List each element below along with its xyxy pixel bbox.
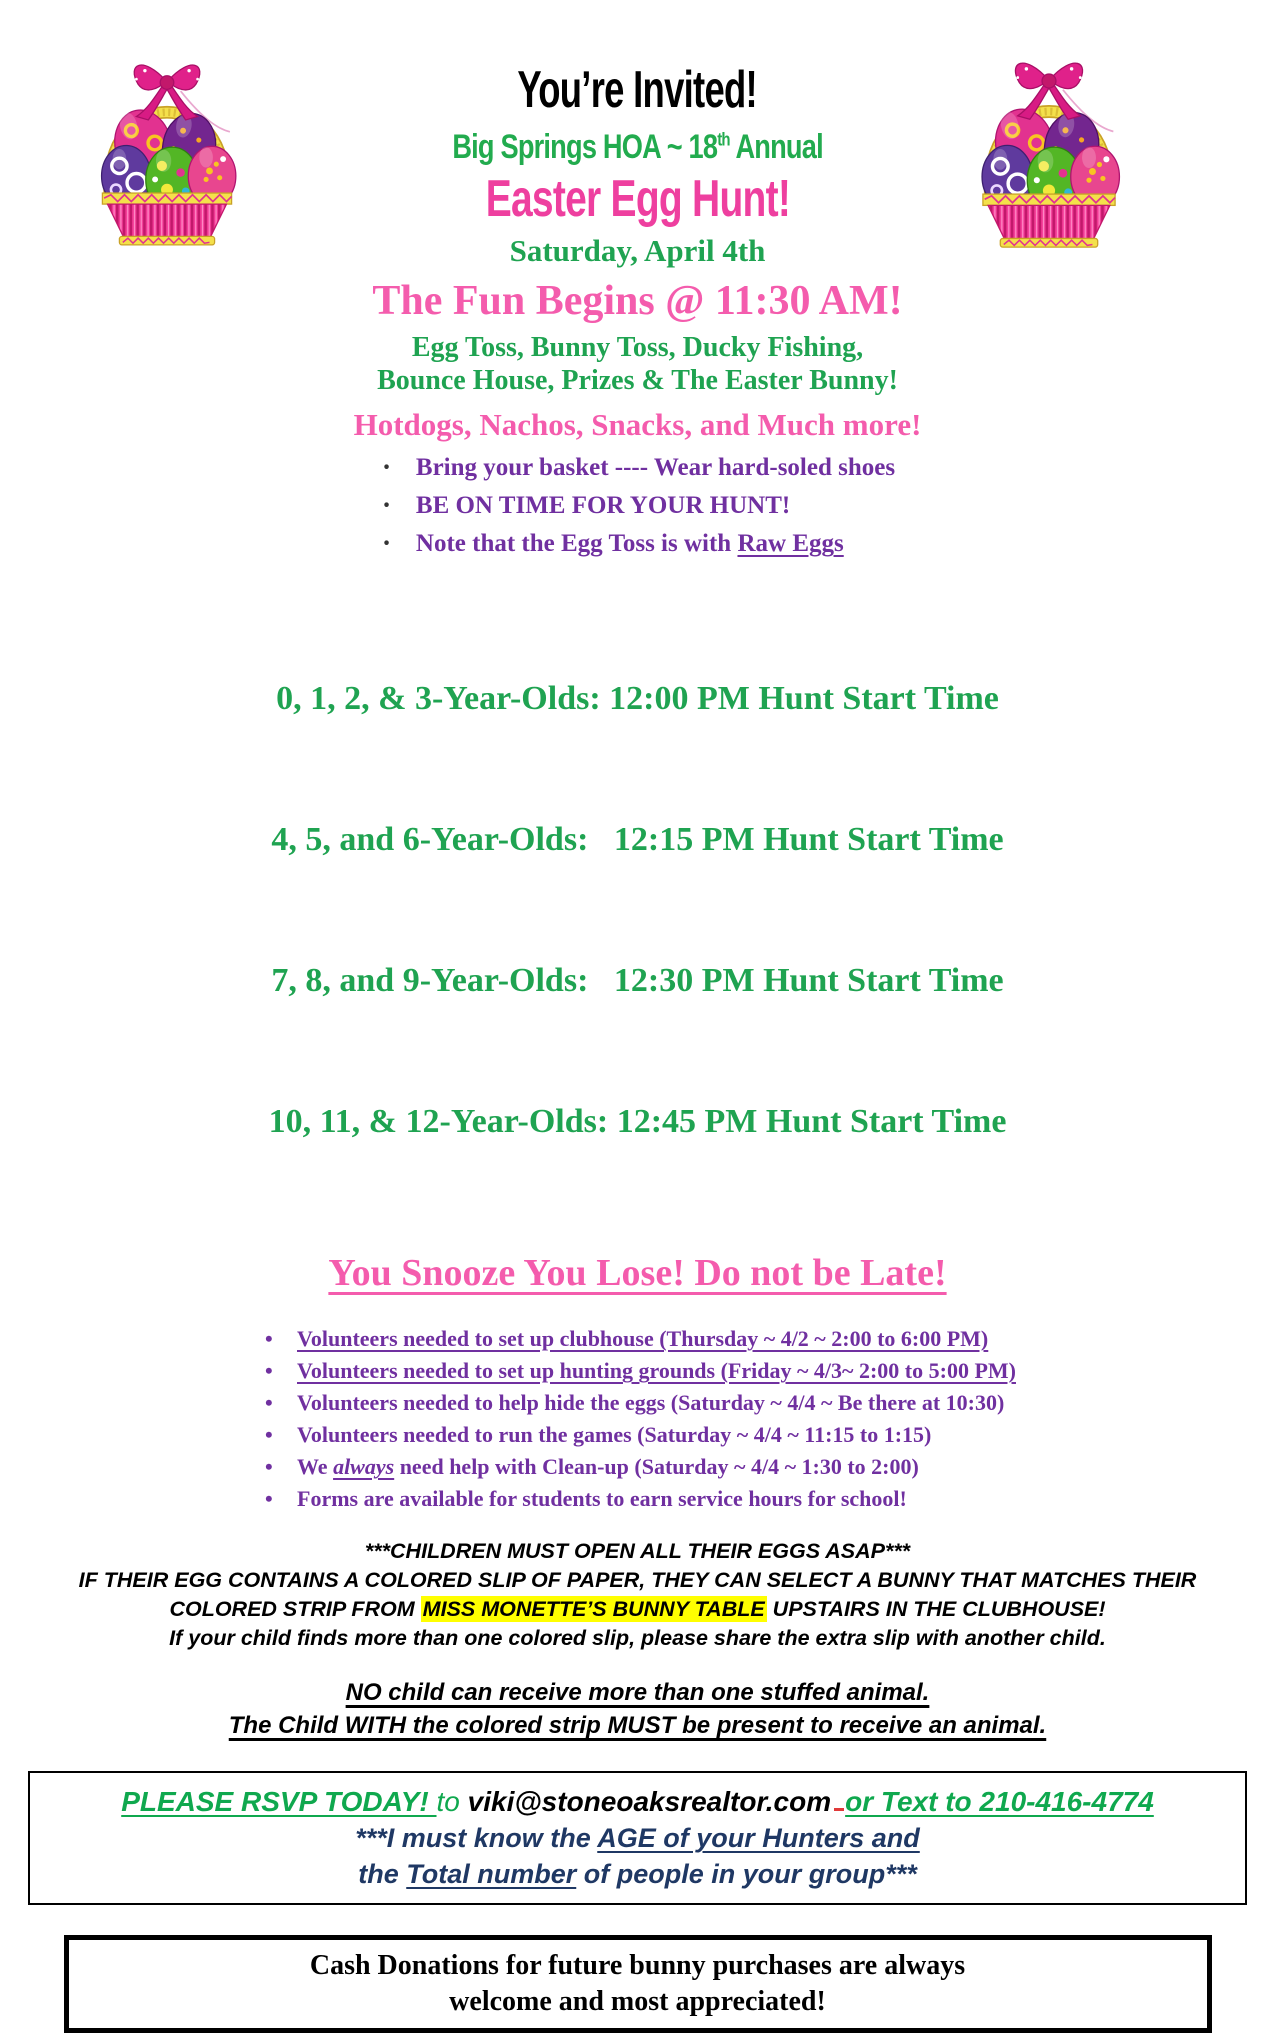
stuffed-animal-rules [0,1676,1275,1742]
donation-line-2: welcome and most appreciated! [449,1986,826,2018]
spellcheck-mark [834,1808,844,1811]
volunteer-item: • Volunteers needed to help hide the eggs (Saturday ~ 4/4 ~ Be there at 10:30) [259,1387,1016,1419]
start-time-headline: The Fun Begins @ 11:30 AM! [372,277,903,324]
easter-basket-left-image [82,50,252,246]
ordinal-superscript: th [717,128,730,150]
stuffed-rule-1: NO child can receive more than one stuffed animal. [345,1679,930,1707]
note-be-on-time: · BE ON TIME FOR YOUR HUNT! [380,487,895,525]
rsvp-box [28,1771,1247,1905]
rsvp-age-line: ***I must know the AGE of your Hunters and [355,1823,920,1854]
rsvp-call: PLEASE RSVP TODAY! [121,1786,437,1818]
activities-line-2: Bounce House, Prizes & The Easter Bunny! [377,365,898,397]
event-date: Saturday, April 4th [509,232,766,268]
headline-event-title: Easter Egg Hunt! [485,169,790,228]
volunteer-list [0,1323,1275,1515]
hunt-time-line: 10, 11, & 12-Year-Olds: 12:45 PM Hunt Start Time [268,1103,1007,1141]
stuffed-rule-2: The Child WITH the colored strip MUST be present to receive an animal. [228,1712,1047,1740]
raw-eggs-underlined: Raw Eggs [737,530,844,558]
hunt-start-times [0,581,1275,1239]
rules-line-2: IF THEIR EGG CONTAINS A COLORED SLIP OF PAPER, THEY CAN SELECT A BUNNY THAT MATCHES THEIR [78,1568,1197,1593]
hunt-time-line: 0, 1, 2, & 3-Year-Olds: 12:00 PM Hunt Start Time [276,680,999,718]
egg-opening-rules [0,1537,1275,1653]
headline-hoa-annual: Big Springs HOA ~ 18th Annual [452,128,823,167]
rsvp-line: PLEASE RSVP TODAY! to viki@stoneoaksrealtor.com or Text to 210-416-4774 [121,1786,1154,1818]
easter-basket-right-image [958,48,1140,248]
rsvp-count-line: the Total number of people in your group*** [358,1859,917,1890]
volunteer-item: • Volunteers needed to set up hunting grounds (Friday ~ 4/3~ 2:00 to 5:00 PM) [259,1355,1016,1387]
donation-box [64,1935,1212,2033]
note-raw-eggs: · Note that the Egg Toss is with Raw Eggs [380,525,895,563]
snooze-warning: You Snooze You Lose! Do not be Late! [328,1252,947,1295]
note-bring-basket: · Bring your basket ---- Wear hard-soled shoes [380,449,895,487]
rules-line-4: If your child finds more than one colored slip, please share the extra slip with another child. [169,1626,1106,1651]
always-emphasis: always [333,1454,395,1480]
reminder-notes [0,449,1275,563]
volunteer-item: • Volunteers needed to set up clubhouse (Thursday ~ 4/2 ~ 2:00 to 6:00 PM) [259,1323,1016,1355]
volunteer-item: • We always need help with Clean-up (Saturday ~ 4/4 ~ 1:30 to 2:00) [259,1451,1016,1483]
donation-line-1: Cash Donations for future bunny purchases are always [309,1950,966,1982]
volunteer-item: • Volunteers needed to run the games (Saturday ~ 4/4 ~ 11:15 to 1:15) [259,1419,1016,1451]
activities-line-1: Egg Toss, Bunny Toss, Ducky Fishing, [411,332,864,364]
bunny-table-highlight: MISS MONETTE’S BUNNY TABLE [422,1597,765,1622]
rsvp-email: viki@stoneoaksrealtor.com [467,1786,832,1818]
food-line: Hotdogs, Nachos, Snacks, and Much more! [353,407,922,443]
rules-line-3: COLORED STRIP FROM MISS MONETTE’S BUNNY TABLE UPSTAIRS IN THE CLUBHOUSE! [169,1597,1106,1622]
activities-list [0,331,1275,397]
hunt-time-line: 7, 8, and 9-Year-Olds: 12:30 PM Hunt Start Time [271,962,1004,1000]
volunteer-item: • Forms are available for students to earn service hours for school! [259,1483,1016,1515]
rules-line-1: ***CHILDREN MUST OPEN ALL THEIR EGGS ASAP*** [364,1539,911,1564]
headline-invited: You’re Invited! [517,61,758,119]
rsvp-phone: or Text to 210-416-4774 [845,1786,1154,1818]
hunt-time-line: 4, 5, and 6-Year-Olds: 12:15 PM Hunt Start Time [271,821,1004,859]
